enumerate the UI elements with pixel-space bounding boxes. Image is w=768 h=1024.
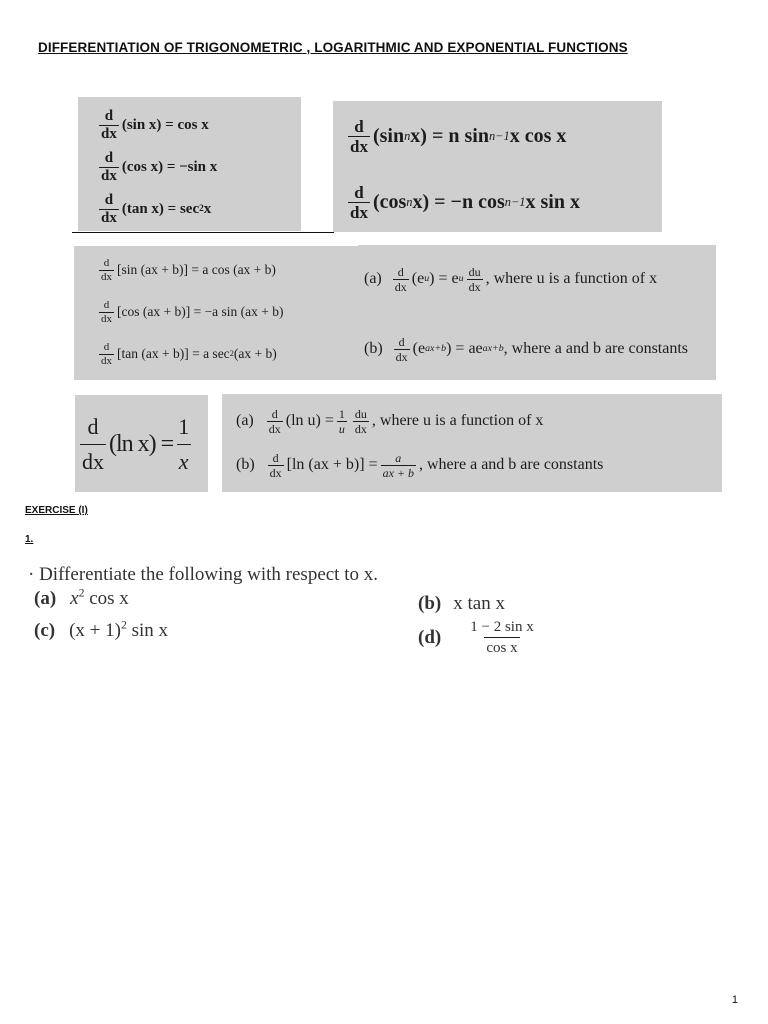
formula-ln-a: (a) $\frac{d}{dx}$ (ln u) = $\frac{1}{u}$ $\frac{du}{dx}$ , where u is a function of x [236,406,544,436]
exercise-item-b: (b) x tan x [418,593,505,614]
formula-tan-linear: $\frac{d}{dx}$ [tan (ax + b)] = a sec 2 (ax + b) [101,340,277,367]
formula-sin-linear: $\frac{d}{dx}$ [sin (ax + b)] = a cos (ax + b) [101,256,276,283]
formula-cos-linear: $\frac{d}{dx}$ [cos (ax + b)] = −a sin (ax + b) [101,298,284,325]
exercise-number: 1. [25,534,34,545]
formula-box-linear-trig [74,246,358,380]
formula-box-trig-powers [333,101,662,232]
formula-box-ln [75,395,208,492]
underline-rule [72,232,334,233]
exercise-item-c: (c) $(x + 1)^2$ sin x [34,618,169,641]
exercise-heading: EXERCISE (I) [25,505,88,516]
formula-tan: $\frac{d}{dx}$ (tan x) = sec 2 x [101,191,212,226]
formula-box-trig-basic [78,97,301,231]
formula-box-logarithmic [222,394,722,492]
formula-exp-a: (a) $\frac{d}{dx}$ (e u ) = e u $\frac{du}{dx}$ , where u is a function of x [364,264,658,294]
exercise-prompt: · Differentiate the following with respect to x. [28,564,378,585]
formula-box-exponential [358,245,716,380]
formula-ln-x: $\frac{d}{dx}$ (ln x) = $\frac{1}{x}$ [82,413,190,474]
exercise-item-a: (a) $x^2$ cos x [34,586,129,609]
formula-sin: $\frac{d}{dx}$ (sin x) = cos x [101,107,209,142]
page-number: 1 [731,994,738,1006]
page-title: DIFFERENTIATION OF TRIGONOMETRIC , LOGARITHMIC AND EXPONENTIAL FUNCTIONS [38,40,628,55]
formula-exp-b: (b) $\frac{d}{dx}$ (e ax+b ) = ae ax+b , where a and b are constants [364,334,689,364]
formula-cos: $\frac{d}{dx}$ (cos x) = −sin x [101,149,218,184]
formula-ln-b: (b) $\frac{d}{dx}$ [ln (ax + b)] = $\frac{a}{ax + b}$ , where a and b are constants [236,450,604,480]
exercise-item-d: (d) $\frac{\text{1 − 2 sin x}}{\text{cos x}}$ [418,619,534,656]
formula-cos-power: $\frac{d}{dx}$ (cos n x) = −n cos n−1 x sin x [350,182,580,222]
formula-sin-power: $\frac{d}{dx}$ (sin n x) = n sin n−1 x cos x [350,116,567,156]
